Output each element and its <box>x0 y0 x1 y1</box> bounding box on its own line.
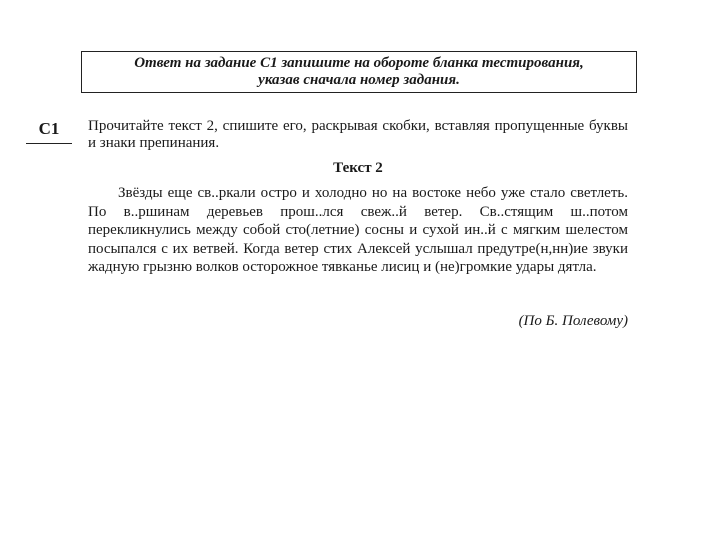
notice-line-2: указав сначала номер задания. <box>258 72 460 88</box>
text-title: Текст 2 <box>333 160 383 176</box>
text-attribution: (По Б. Полевому) <box>518 313 628 329</box>
text-passage: Звёзды еще св..ркали остро и холодно но на востоке небо уже стало светлеть. По в..ршинам деревьев прош..лся свеж..й ветер. Св..стящим ш..потом перекликнулись между собой сто(летние) сосны и сухой ин..й с мягким шелестом посыпался с их ветвей. Когда ветер стих Алексей услышал предутре(н,нн)ие звуки жадную грызню волков осторожное тявканье лисиц и (не)громкие удары дятла. <box>88 185 628 276</box>
answer-instructions-box <box>81 51 637 93</box>
task-number-label: С1 <box>38 119 60 138</box>
task-instruction: Прочитайте текст 2, спишите его, раскрывая скобки, вставляя пропущенные буквы и знаки препинания. <box>88 118 628 151</box>
task-label-underline <box>26 143 72 144</box>
notice-line-1: Ответ на задание С1 запишите на обороте бланка тестирования, <box>134 55 584 71</box>
